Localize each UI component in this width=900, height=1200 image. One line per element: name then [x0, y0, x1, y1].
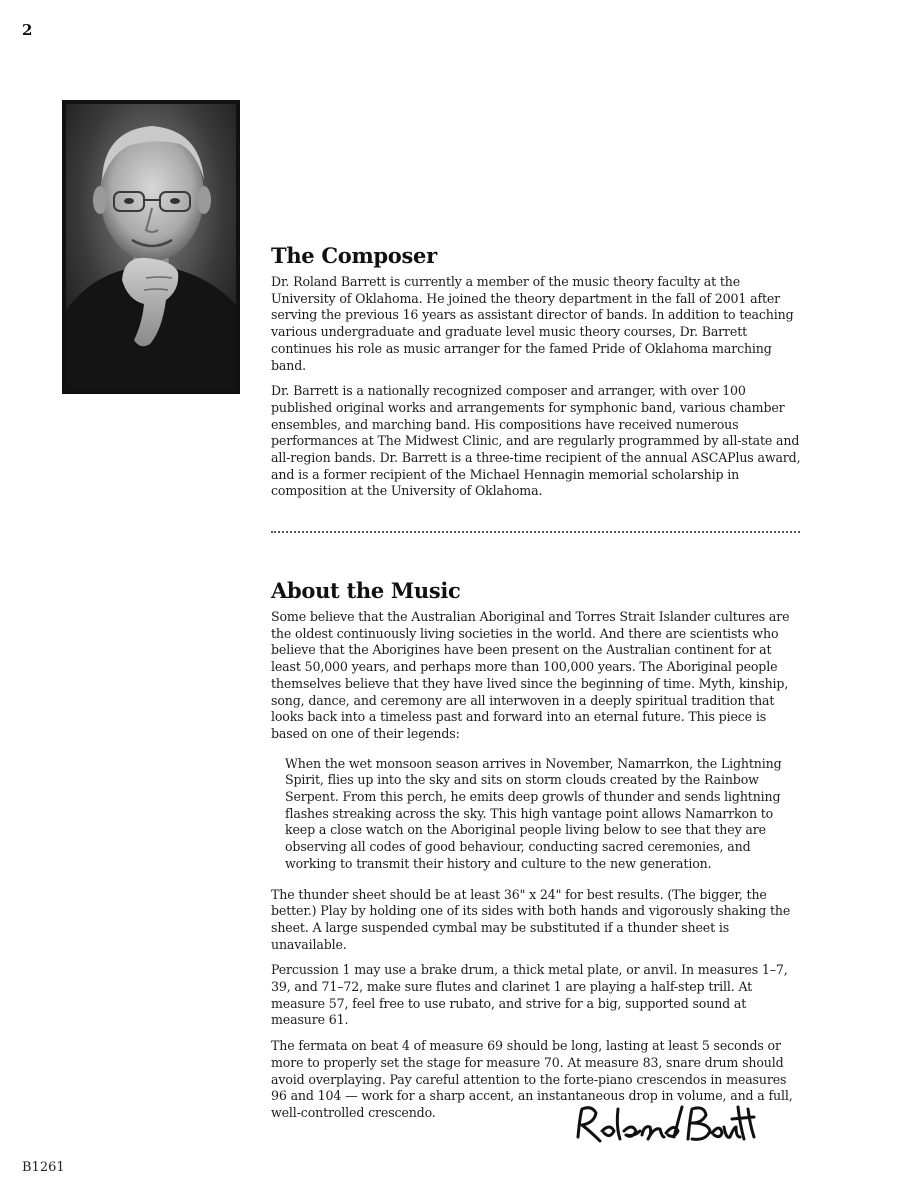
- composer-photo: [62, 100, 240, 394]
- legend-quote: When the wet monsoon season arrives in November, Namarrkon, the Lightning Spirit, flies up into the sky and sits on storm clouds created by the Rainbow Serpent. From this perch, he emits deep growls of thunder and sends lightning flashes streaking across the sky. This high vantage point allows Namarrkon to keep a close watch on the Aboriginal people living below to see that they are observing all codes of good behaviour, conducting sacred ceremonies, and working to transmit their history and culture to the new generation.: [285, 755, 782, 871]
- composer-signature: [570, 1097, 760, 1153]
- composer-paragraph-1: Dr. Roland Barrett is currently a member of the music theory faculty at the University of Oklahoma. He joined the theory department in the fall of 2001 after serving the previous 16 years as assistant director of bands. In addition to teaching various undergraduate and graduate level music theory courses, Dr. Barrett continues his role as music arranger for the famed Pride of Oklahoma marching band.: [271, 274, 794, 373]
- page-number: 2: [22, 21, 33, 39]
- music-heading: About the Music: [271, 578, 461, 603]
- section-divider: [271, 531, 800, 533]
- performance-note-1: The thunder sheet should be at least 36" x 24" for best results. (The bigger, the better.) Play by holding one of its sides with both hands and vigorously shaking the sheet. A large suspended cymbal may be substituted if a thunder sheet is unavailable.: [271, 886, 791, 952]
- composer-heading: The Composer: [271, 243, 437, 268]
- music-intro: Some believe that the Australian Aboriginal and Torres Strait Islander cultures are the oldest continuously living societies in the world. And there are scientists who believe that the Aborigines have been present on the Australian continent for at least 50,000 years, and perhaps more than 100,000 years. The Aboriginal people themselves believe that they have lived since the beginning of time. Myth, kinship, song, dance, and ceremony are all interwoven in a deeply spiritual tradition that looks back into a timeless past and forward into an eternal future. This piece is based on one of their legends:: [271, 609, 790, 741]
- composer-section: [271, 243, 803, 509]
- footer-catalog-code: B1261: [22, 1160, 65, 1175]
- composer-paragraph-2: Dr. Barrett is a nationally recognized composer and arranger, with over 100 published original works and arrangements for symphonic band, various chamber ensembles, and marching band. His compositions have received numerous performances at The Midwest Clinic, and are regularly programmed by all-state and all-region bands. Dr. Barrett is a three-time recipient of the annual ASCAPlus award, and is a former recipient of the Michael Hennagin memorial scholarship in composition at the University of Oklahoma.: [271, 383, 801, 499]
- performance-note-3: The fermata on beat 4 of measure 69 should be long, lasting at least 5 seconds or more to properly set the stage for measure 70. At measure 83, snare drum should avoid overplaying. Pay careful attention to the forte-piano crescendos in measures 96 and 104 — work for a sharp accent, an instantaneous drop in volume, and a full, well-controlled crescendo.: [271, 1038, 793, 1120]
- performance-note-2: Percussion 1 may use a brake drum, a thick metal plate, or anvil. In measures 1–7, 39, and 71–72, make sure flutes and clarinet 1 are playing a half-step trill. At measure 57, feel free to use rubato, and strive for a big, supported sound at measure 61.: [271, 962, 788, 1028]
- music-section: [271, 578, 803, 1131]
